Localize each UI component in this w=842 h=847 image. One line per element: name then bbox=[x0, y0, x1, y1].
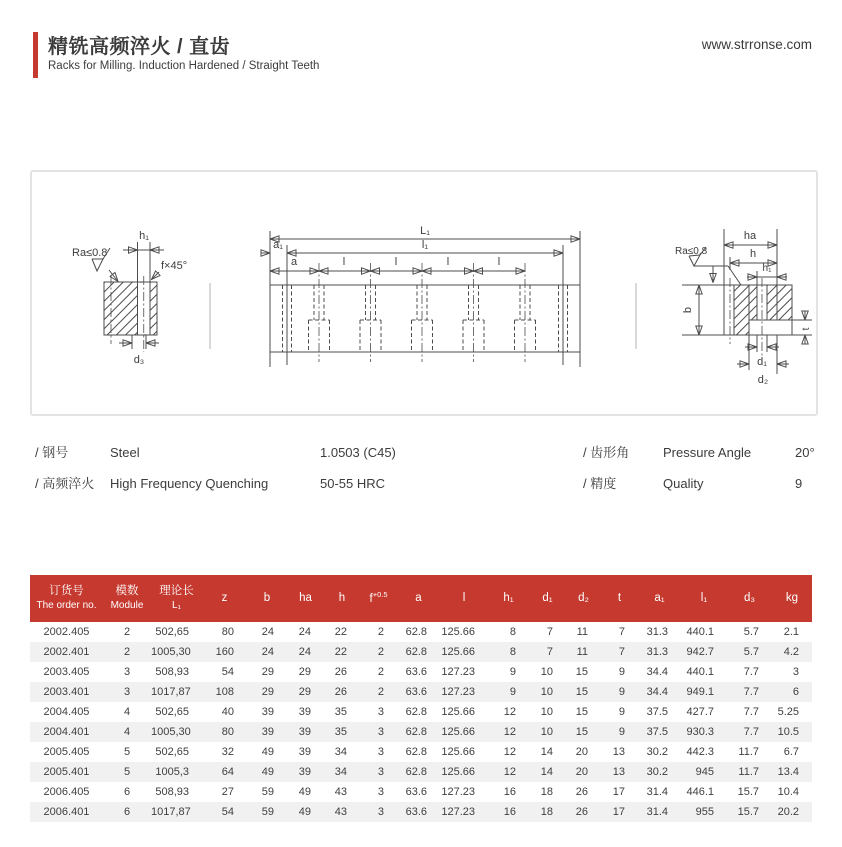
spec-label-zh: / 钢号 bbox=[35, 445, 69, 460]
table-cell: 9 bbox=[509, 666, 516, 678]
table-cell: 54 bbox=[221, 666, 234, 678]
table-cell: 12 bbox=[503, 746, 516, 758]
table-cell: 16 bbox=[503, 806, 516, 818]
table-cell: 17 bbox=[612, 806, 625, 818]
table-cell: 7 bbox=[546, 626, 553, 638]
dim-label-f45: f×45° bbox=[161, 260, 188, 272]
column-header: 理论长 L₁ bbox=[151, 575, 202, 622]
table-header-row bbox=[30, 575, 812, 622]
dim-label-l: l bbox=[446, 256, 450, 268]
table-cell: 7.7 bbox=[743, 666, 759, 678]
table-cell: 1005,30 bbox=[151, 646, 191, 658]
spec-label-zh: / 齿形角 bbox=[583, 445, 630, 460]
table-cell: 127.23 bbox=[441, 666, 475, 678]
table-cell: 2 bbox=[123, 646, 131, 658]
table-cell: 427.7 bbox=[686, 706, 714, 718]
table-cell: 2.1 bbox=[783, 626, 799, 638]
rack-length-drawing bbox=[260, 217, 602, 382]
table-row bbox=[30, 662, 812, 682]
column-header: d₁ bbox=[529, 575, 566, 622]
table-row bbox=[30, 622, 812, 642]
table-cell: 125.66 bbox=[441, 626, 475, 638]
table-cell: 24 bbox=[298, 646, 311, 658]
title-accent-bar bbox=[33, 32, 38, 78]
table-cell: 18 bbox=[540, 786, 553, 798]
table-cell: 2002.405 bbox=[43, 626, 90, 638]
spec-row-quenching bbox=[35, 476, 396, 492]
table-cell: 3 bbox=[377, 786, 384, 798]
table-cell: 32 bbox=[221, 746, 234, 758]
table-cell: 7 bbox=[546, 646, 553, 658]
table-cell: 11.7 bbox=[738, 766, 759, 778]
page-title: 精铣高频淬火 / 直齿 bbox=[48, 36, 231, 58]
dim-label-d2: d₂ bbox=[757, 374, 769, 386]
roughness-label: Ra≤0.8 bbox=[675, 246, 708, 257]
table-cell: 30.2 bbox=[646, 746, 668, 758]
table-cell: 15 bbox=[575, 706, 588, 718]
table-cell: 10 bbox=[540, 706, 553, 718]
table-cell: 15 bbox=[575, 726, 588, 738]
table-section bbox=[30, 575, 812, 822]
table-cell: 22 bbox=[334, 626, 347, 638]
table-cell: 1017,87 bbox=[151, 806, 191, 818]
spec-label-en: Quality bbox=[663, 476, 704, 491]
table-cell: 446.1 bbox=[686, 786, 714, 798]
table-cell: 5.7 bbox=[743, 646, 759, 658]
table-cell: 7.7 bbox=[743, 726, 759, 738]
table-cell: 4.2 bbox=[783, 646, 799, 658]
table-cell: 4 bbox=[123, 706, 131, 718]
table-cell: 160 bbox=[215, 646, 234, 658]
table-cell: 62.8 bbox=[405, 706, 427, 718]
column-header: $f^{+0.5}$ bbox=[360, 575, 397, 622]
table-cell: 3 bbox=[377, 806, 384, 818]
table-cell: 24 bbox=[298, 626, 311, 638]
spec-label-en: Steel bbox=[110, 445, 140, 460]
table-cell: 2003.405 bbox=[43, 666, 90, 678]
table-cell: 15.7 bbox=[737, 786, 759, 798]
technical-drawing-panel bbox=[30, 170, 818, 416]
table-cell: 15.7 bbox=[737, 806, 759, 818]
spec-column-right bbox=[583, 445, 815, 507]
table-cell: 37.5 bbox=[646, 726, 668, 738]
table-cell: 2 bbox=[377, 666, 384, 678]
table-cell: 7 bbox=[618, 646, 625, 658]
table-cell: 3 bbox=[377, 706, 384, 718]
table-cell: 63.6 bbox=[405, 666, 427, 678]
spec-value: 9 bbox=[795, 476, 803, 491]
table-cell: 1005,3 bbox=[155, 766, 189, 778]
table-cell: 26 bbox=[575, 786, 588, 798]
spec-column-left bbox=[35, 445, 396, 507]
table-cell: 13 bbox=[612, 746, 625, 758]
surface-finish-icon bbox=[92, 259, 103, 271]
table-cell: 30.2 bbox=[646, 766, 668, 778]
table-cell: 13 bbox=[612, 766, 625, 778]
dim-label-h1: h₁ bbox=[139, 230, 149, 242]
table-cell: 2004.405 bbox=[43, 706, 90, 718]
table-cell: 127.23 bbox=[441, 806, 475, 818]
column-header: 订货号 The order no. bbox=[30, 575, 103, 622]
table-cell: 3 bbox=[377, 766, 384, 778]
dim-label-t: t bbox=[801, 327, 812, 331]
table-cell: 2005.405 bbox=[43, 746, 90, 758]
table-cell: 26 bbox=[334, 686, 347, 698]
table-cell: 20 bbox=[575, 766, 588, 778]
dim-label-l1: l₁ bbox=[421, 239, 429, 251]
table-cell: 942.7 bbox=[686, 646, 714, 658]
dim-label-l: l bbox=[497, 256, 501, 268]
dim-label-a1: a₁ bbox=[273, 239, 283, 251]
spec-value: 50-55 HRC bbox=[320, 476, 386, 491]
spec-row-pressure-angle bbox=[583, 445, 815, 461]
spec-value: 20° bbox=[795, 445, 815, 460]
table-cell: 29 bbox=[261, 666, 274, 678]
table-cell: 5 bbox=[123, 746, 131, 758]
table-cell: 31.4 bbox=[646, 786, 668, 798]
dim-label-h: h bbox=[749, 248, 757, 260]
table-cell: 39 bbox=[261, 706, 274, 718]
table-cell: 442.3 bbox=[686, 746, 714, 758]
table-row bbox=[30, 722, 812, 742]
table-cell: 34.4 bbox=[646, 686, 668, 698]
table-cell: 9 bbox=[509, 686, 516, 698]
table-cell: 3 bbox=[377, 746, 384, 758]
table-cell: 20 bbox=[575, 746, 588, 758]
column-header: a₁ bbox=[638, 575, 681, 622]
panel-divider bbox=[209, 283, 211, 349]
table-cell: 3 bbox=[377, 726, 384, 738]
dim-label-d1: d₁ bbox=[757, 356, 767, 368]
table-cell: 6.7 bbox=[783, 746, 799, 758]
table-cell: 54 bbox=[221, 806, 234, 818]
table-cell: 63.6 bbox=[405, 806, 427, 818]
table-cell: 2002.401 bbox=[43, 646, 90, 658]
spec-label-en: Pressure Angle bbox=[663, 445, 752, 460]
spec-label-zh: / 高频淬火 bbox=[35, 476, 95, 491]
table-cell: 8 bbox=[509, 626, 516, 638]
table-cell: 80 bbox=[221, 626, 234, 638]
table-cell: 125.66 bbox=[441, 646, 475, 658]
table-cell: 49 bbox=[298, 806, 311, 818]
panel-divider bbox=[635, 283, 637, 349]
table-cell: 16 bbox=[503, 786, 516, 798]
table-cell: 27 bbox=[221, 786, 234, 798]
table-cell: 18 bbox=[540, 806, 553, 818]
table-cell: 63.6 bbox=[405, 786, 427, 798]
table-cell: 34.4 bbox=[646, 666, 668, 678]
table-cell: 11 bbox=[576, 626, 588, 638]
spec-row-steel bbox=[35, 445, 396, 461]
dim-label-l: l bbox=[394, 256, 398, 268]
table-cell: 12 bbox=[503, 706, 516, 718]
table-cell: 9 bbox=[618, 706, 625, 718]
table-cell: 43 bbox=[334, 806, 347, 818]
table-cell: 20.2 bbox=[777, 806, 799, 818]
table-cell: 62.8 bbox=[405, 766, 427, 778]
table-row bbox=[30, 642, 812, 662]
column-header: l bbox=[440, 575, 488, 622]
table-cell: 1005,30 bbox=[151, 726, 191, 738]
table-cell: 39 bbox=[298, 746, 311, 758]
spec-value: 1.0503 (C45) bbox=[320, 445, 396, 460]
table-cell: 2 bbox=[377, 686, 384, 698]
dim-label-d3: d₃ bbox=[133, 354, 145, 366]
table-cell: 35 bbox=[334, 706, 347, 718]
table-cell: 26 bbox=[334, 666, 347, 678]
table-cell: 31.4 bbox=[646, 806, 668, 818]
table-cell: 125.66 bbox=[441, 746, 475, 758]
table-cell: 3 bbox=[123, 666, 131, 678]
page-subtitle: Racks for Milling. Induction Hardened / Straight Teeth bbox=[48, 60, 320, 72]
table-cell: 34 bbox=[334, 766, 347, 778]
table-cell: 64 bbox=[221, 766, 234, 778]
table-cell: 24 bbox=[261, 646, 274, 658]
column-header: z bbox=[202, 575, 247, 622]
rack-end-section-drawing bbox=[62, 192, 242, 382]
table-cell: 17 bbox=[612, 786, 625, 798]
table-cell: 59 bbox=[261, 786, 274, 798]
table-cell: 22 bbox=[334, 646, 347, 658]
table-cell: 62.8 bbox=[405, 646, 427, 658]
table-cell: 5 bbox=[123, 766, 131, 778]
table-cell: 108 bbox=[215, 686, 234, 698]
table-cell: 127.23 bbox=[441, 686, 475, 698]
table-cell: 7 bbox=[618, 626, 625, 638]
table-cell: 14 bbox=[540, 746, 553, 758]
table-cell: 29 bbox=[261, 686, 274, 698]
table-cell: 2 bbox=[123, 626, 131, 638]
table-cell: 29 bbox=[298, 666, 311, 678]
table-cell: 6 bbox=[792, 686, 799, 698]
table-cell: 127.23 bbox=[441, 786, 475, 798]
dim-label-b: b bbox=[682, 306, 694, 314]
table-cell: 2004.401 bbox=[43, 726, 90, 738]
table-cell: 39 bbox=[298, 766, 311, 778]
table-cell: 49 bbox=[261, 746, 274, 758]
table-cell: 2003.401 bbox=[43, 686, 90, 698]
table-cell: 125.66 bbox=[441, 766, 475, 778]
column-header: h₁ bbox=[488, 575, 529, 622]
table-cell: 37.5 bbox=[646, 706, 668, 718]
table-cell: 10.5 bbox=[777, 726, 799, 738]
roughness-label: Ra≤0.8 bbox=[72, 247, 108, 259]
table-cell: 24 bbox=[261, 626, 274, 638]
spec-row-quality bbox=[583, 476, 815, 492]
table-cell: 31.3 bbox=[646, 626, 668, 638]
table-cell: 945 bbox=[695, 766, 714, 778]
table-cell: 26 bbox=[575, 806, 588, 818]
table-cell: 10.4 bbox=[777, 786, 799, 798]
table-row bbox=[30, 762, 812, 782]
table-cell: 125.66 bbox=[441, 706, 475, 718]
table-row bbox=[30, 742, 812, 762]
table-cell: 440.1 bbox=[686, 666, 714, 678]
table-cell: 31.3 bbox=[646, 646, 668, 658]
table-cell: 502,65 bbox=[155, 626, 189, 638]
table-cell: 502,65 bbox=[155, 746, 189, 758]
table-cell: 14 bbox=[540, 766, 553, 778]
table-cell: 29 bbox=[298, 686, 311, 698]
table-cell: 40 bbox=[221, 706, 234, 718]
table-row bbox=[30, 802, 812, 822]
table-cell: 5.7 bbox=[743, 626, 759, 638]
table-cell: 10 bbox=[540, 726, 553, 738]
table-cell: 6 bbox=[123, 806, 131, 818]
spec-label-en: High Frequency Quenching bbox=[110, 476, 269, 491]
table-cell: 80 bbox=[221, 726, 234, 738]
dim-label-a: a bbox=[290, 256, 298, 268]
table-cell: 3 bbox=[123, 686, 131, 698]
table-cell: 9 bbox=[618, 686, 625, 698]
table-row bbox=[30, 702, 812, 722]
table-cell: 11 bbox=[576, 646, 588, 658]
table-cell: 63.6 bbox=[405, 686, 427, 698]
table-cell: 12 bbox=[503, 766, 516, 778]
table-cell: 502,65 bbox=[155, 706, 189, 718]
table-cell: 2006.401 bbox=[43, 806, 90, 818]
table-cell: 12 bbox=[503, 726, 516, 738]
table-cell: 4 bbox=[123, 726, 131, 738]
column-header: 模数 Module bbox=[103, 575, 151, 622]
table-cell: 508,93 bbox=[155, 786, 189, 798]
spec-label-zh: / 精度 bbox=[583, 476, 617, 491]
table-cell: 440.1 bbox=[686, 626, 714, 638]
table-cell: 7.7 bbox=[743, 706, 759, 718]
table-cell: 949.1 bbox=[686, 686, 714, 698]
dim-label-ha: ha bbox=[743, 230, 757, 242]
table-cell: 13.4 bbox=[777, 766, 799, 778]
table-cell: 3 bbox=[792, 666, 799, 678]
table-cell: 125.66 bbox=[441, 726, 475, 738]
table-cell: 39 bbox=[261, 726, 274, 738]
table-cell: 2006.405 bbox=[43, 786, 90, 798]
column-header: a bbox=[397, 575, 440, 622]
table-cell: 9 bbox=[618, 666, 625, 678]
table-cell: 2 bbox=[377, 646, 384, 658]
table-row bbox=[30, 682, 812, 702]
dim-label-l: l bbox=[342, 256, 346, 268]
website-link[interactable]: www.strronse.com bbox=[701, 37, 812, 52]
table-cell: 9 bbox=[618, 726, 625, 738]
table-cell: 49 bbox=[298, 786, 311, 798]
table-cell: 955 bbox=[695, 806, 714, 818]
column-header: d₂ bbox=[566, 575, 601, 622]
table-cell: 62.8 bbox=[405, 746, 427, 758]
table-cell: 62.8 bbox=[405, 626, 427, 638]
table-cell: 43 bbox=[334, 786, 347, 798]
table-cell: 15 bbox=[575, 686, 588, 698]
column-header: l₁ bbox=[681, 575, 727, 622]
column-header: kg bbox=[772, 575, 812, 622]
table-cell: 34 bbox=[334, 746, 347, 758]
dim-label-h1: h₁ bbox=[762, 263, 772, 274]
column-header: b bbox=[247, 575, 287, 622]
column-header: d₃ bbox=[727, 575, 772, 622]
rack-side-section-drawing bbox=[662, 212, 822, 392]
table-cell: 39 bbox=[298, 726, 311, 738]
table-cell: 1017,87 bbox=[151, 686, 191, 698]
table-cell: 10 bbox=[540, 666, 553, 678]
table-cell: 59 bbox=[261, 806, 274, 818]
table-cell: 930.3 bbox=[686, 726, 714, 738]
table-row bbox=[30, 782, 812, 802]
table-cell: 49 bbox=[261, 766, 274, 778]
table-cell: 35 bbox=[334, 726, 347, 738]
dim-label-L1: L₁ bbox=[420, 225, 430, 237]
rack-table bbox=[30, 575, 812, 822]
table-cell: 62.8 bbox=[405, 726, 427, 738]
table-cell: 2 bbox=[377, 626, 384, 638]
table-cell: 5.25 bbox=[777, 706, 799, 718]
column-header: h bbox=[324, 575, 360, 622]
table-cell: 2005.401 bbox=[43, 766, 90, 778]
table-cell: 6 bbox=[123, 786, 131, 798]
table-cell: 8 bbox=[509, 646, 516, 658]
column-header: t bbox=[601, 575, 638, 622]
table-cell: 15 bbox=[575, 666, 588, 678]
table-cell: 39 bbox=[298, 706, 311, 718]
column-header: ha bbox=[287, 575, 324, 622]
table-cell: 508,93 bbox=[155, 666, 189, 678]
table-cell: 7.7 bbox=[743, 686, 759, 698]
table-cell: 11.7 bbox=[738, 746, 759, 758]
table-cell: 10 bbox=[540, 686, 553, 698]
counterbore-holes bbox=[309, 263, 536, 362]
